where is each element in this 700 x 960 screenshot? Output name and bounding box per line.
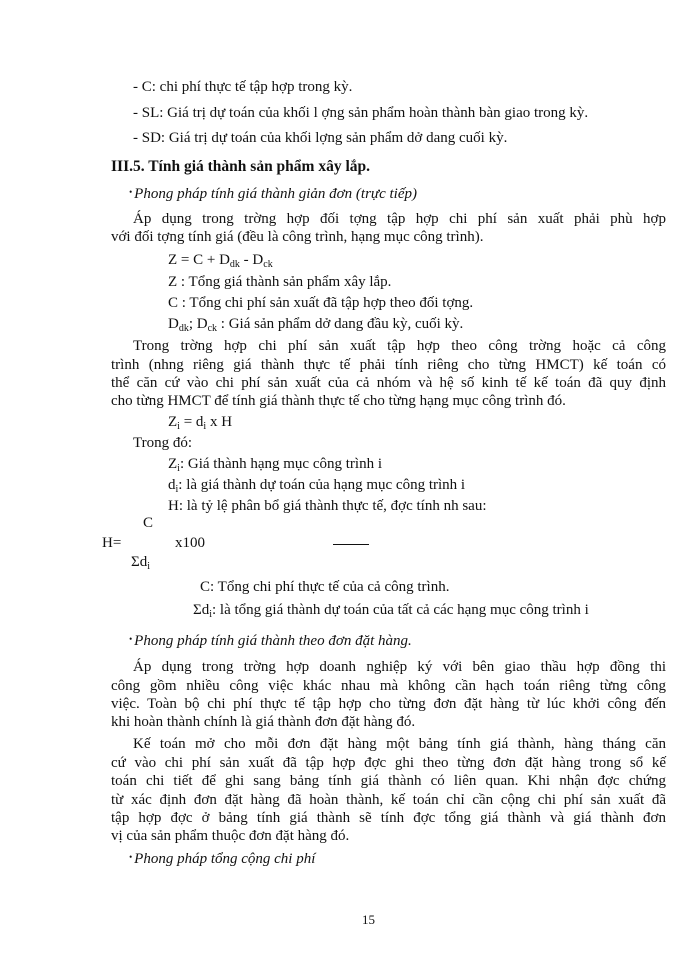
method-order-heading: • Phong pháp tính giá thành theo đơn đặt hàng. <box>129 633 412 649</box>
paragraph-line: Trong trờng hợp chi phí sản xuất tập hợp theo công trờng hoặc cả công <box>133 338 666 354</box>
paragraph-line: toán chi tiết để ghi sang bảng tính giá thành có liên quan. Khi nhận đợc chứng <box>111 773 666 789</box>
fraction-lhs: H= <box>102 535 122 551</box>
definition-c-total-cost: C: Tổng chi phí thực tế của cả công trình. <box>200 579 450 595</box>
bullet-icon: • <box>129 187 133 197</box>
definition-sd: - SD: Giá trị dự toán của khối lợng sản phẩm dở dang cuối kỳ. <box>133 130 508 146</box>
bullet-icon: • <box>129 634 133 644</box>
definition-c-total: C : Tổng chi phí sản xuất đã tập hợp theo đối tợng. <box>168 295 474 311</box>
paragraph-line: công gồm nhiều công việc khác nhau mà không cần hạch toán riêng từng công <box>111 678 666 694</box>
paragraph-line: cho từng HMCT để tính giá thành thực tế cho từng hạng mục công trình đó. <box>111 393 566 409</box>
paragraph-line: thể căn cứ vào chi phí sản xuất của cả nhóm và hệ số kinh tế kế toán đã quy định <box>111 375 666 391</box>
formula-z: $Z = C + D_{dk} - D_{ck}$ <box>168 252 273 270</box>
definition-z: Z : Tổng giá thành sản phẩm xây lắp. <box>168 274 392 290</box>
definition-c: - C: chi phí thực tế tập hợp trong kỳ. <box>133 79 353 95</box>
paragraph-line: cứ vào chi phí sản xuất đã tập hợp đợc ghi theo từng đơn đặt hàng trong sổ kế <box>111 755 666 771</box>
definition-di: $d_i$: là giá thành dự toán của hạng mục công trình i <box>168 477 466 495</box>
section-title: III.5. Tính giá thành sản phẩm xây lắp. <box>111 158 371 175</box>
definition-d: $D_{dk}$; $D_{ck}$ : Giá sản phẩm dở dang đầu kỳ, cuối kỳ. <box>168 316 464 334</box>
definition-sl: - SL: Giá trị dự toán của khối l ợng sản phẩm hoàn thành bàn giao trong kỳ. <box>133 105 589 121</box>
definition-zi: $Z_i$: Giá thành hạng mục công trình i <box>168 456 382 474</box>
paragraph-line: Áp dụng trong trờng hợp doanh nghiệp ký với bên giao thầu hợp đồng thi <box>133 659 666 675</box>
fraction-bar <box>333 544 369 545</box>
method-simple-heading: • Phong pháp tính giá thành giản đơn (trực tiếp) <box>129 186 417 202</box>
definition-h: H: là tỷ lệ phân bổ giá thành thực tế, đợc tính nh sau: <box>168 498 487 514</box>
paragraph-line: Kế toán mở cho mỗi đơn đặt hàng một bảng tính giá thành, hàng tháng căn <box>133 736 666 752</box>
paragraph-line: việc. Toàn bộ chi phí thực tế tập hợp cho từng đơn đặt hàng từ lúc khởi công đến <box>111 696 666 712</box>
bullet-icon: • <box>129 852 133 862</box>
where-label: Trong đó: <box>133 435 193 451</box>
definition-sum-di: $\Sigma d_i$: là tổng giá thành dự toán của tất cả các hạng mục công trình i <box>193 602 589 620</box>
method-sum-heading: • Phong pháp tổng cộng chi phí <box>129 851 316 867</box>
paragraph-line: từ xác định đơn đặt hàng đã hoàn thành, kế toán chỉ cần cộng chi phí sản xuất đã <box>111 792 666 808</box>
paragraph-line: trình (nhng riêng giá thành thực tế phải tính riêng cho từng HMCT) kế toán có <box>111 357 666 373</box>
paragraph-line: với đối tợng tính giá (đều là công trình, hạng mục công trình). <box>111 229 484 245</box>
paragraph-line: tập hợp đợc ở bảng tính giá thành sẽ tính đợc tổng giá thành và giá thành đơn <box>111 810 666 826</box>
paragraph-line: Áp dụng trong trờng hợp đối tợng tập hợp chi phí sản xuất phải phù hợp <box>133 211 666 227</box>
paragraph-line: vị của sản phẩm thuộc đơn đặt hàng đó. <box>111 828 350 844</box>
page-number: 15 <box>362 912 375 927</box>
formula-zi: $Z_i = d_i$ x H <box>168 414 233 432</box>
fraction-multiplier: x100 <box>175 535 205 551</box>
fraction-denominator: $\Sigma d_i$ <box>131 554 151 572</box>
paragraph-line: khi hoàn thành chính là giá thành đơn đặt hàng đó. <box>111 714 416 730</box>
fraction-numerator: C <box>143 515 154 531</box>
